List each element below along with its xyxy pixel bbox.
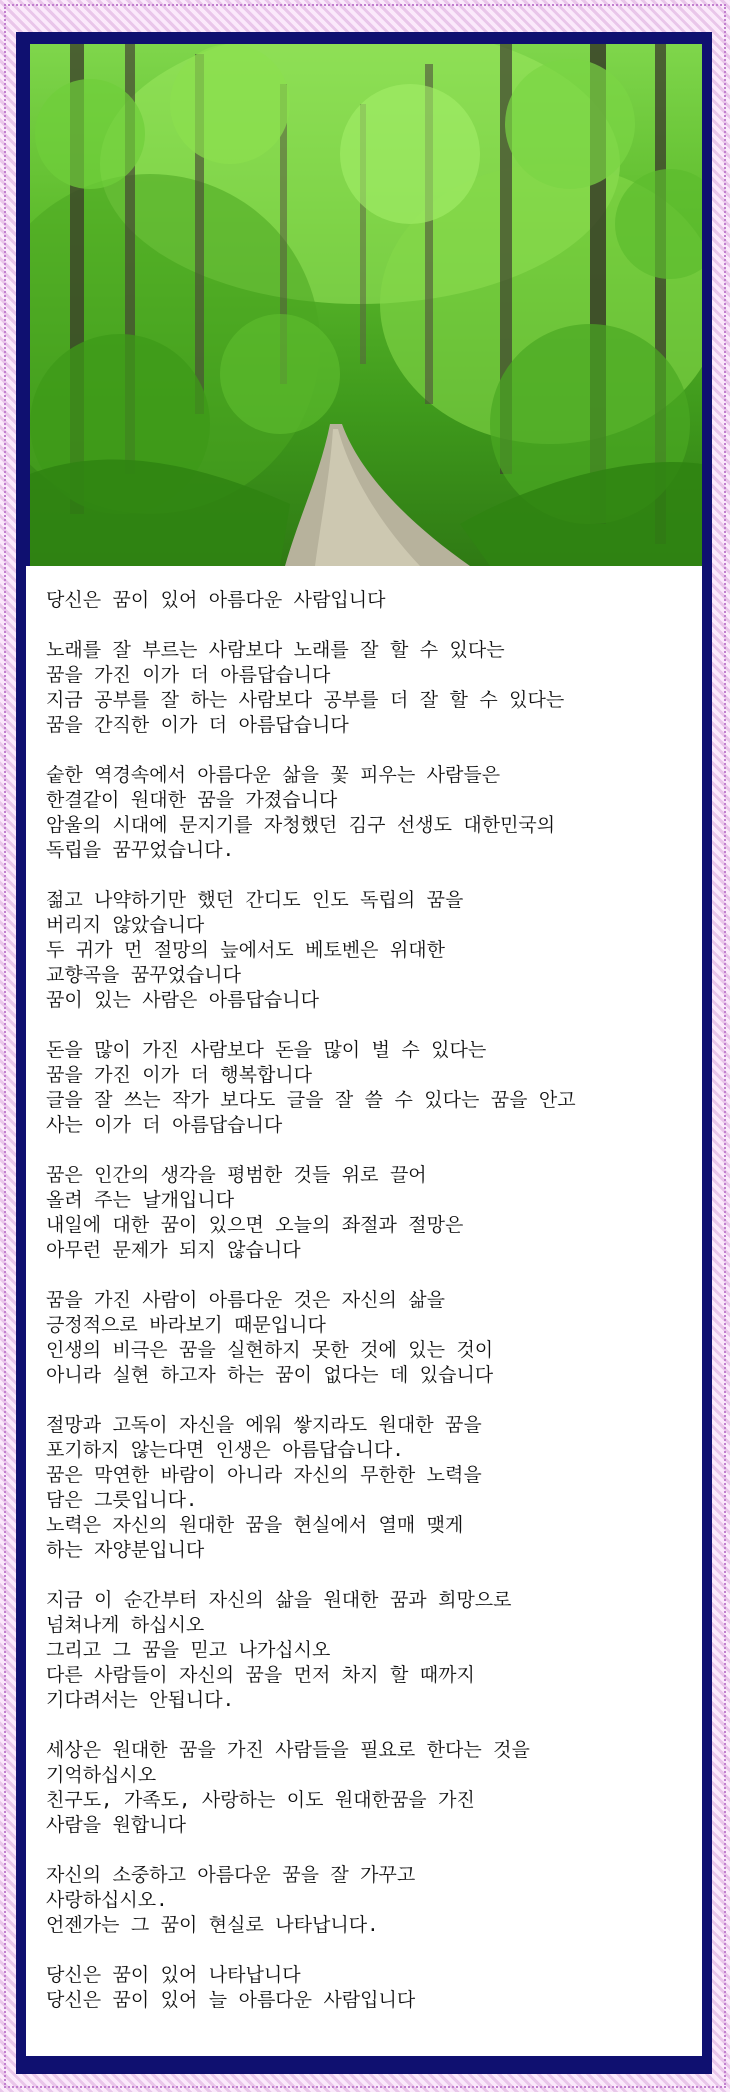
forest-illustration [30, 44, 702, 566]
poem-line: 내일에 대한 꿈이 있으면 오늘의 좌절과 절망은 [46, 1214, 464, 1236]
poem-line: 친구도, 가족도, 사랑하는 이도 원대한꿈을 가진 [46, 1789, 475, 1811]
poem-line: 올려 주는 날개입니다 [46, 1189, 235, 1211]
poem-paragraph [46, 1163, 686, 1263]
poem-line: 아니라 실현 하고자 하는 꿈이 없다는 데 있습니다 [46, 1364, 494, 1386]
poem-line: 지금 이 순간부터 자신의 삶을 원대한 꿈과 희망으로 [46, 1589, 512, 1611]
poem-line: 당신은 꿈이 있어 나타납니다 [46, 1964, 301, 1986]
poem-paragraph [46, 763, 686, 863]
poem-line: 자신의 소중하고 아름다운 꿈을 잘 가꾸고 [46, 1864, 416, 1886]
poem-line: 인생의 비극은 꿈을 실현하지 못한 것에 있는 것이 [46, 1339, 494, 1361]
poem-line: 넘쳐나게 하십시오 [46, 1614, 205, 1636]
poem-line: 노래를 잘 부르는 사람보다 노래를 잘 할 수 있다는 [46, 639, 505, 661]
poem-paragraph [46, 1863, 686, 1938]
poem-paragraph [46, 888, 686, 1013]
poem-paragraph [46, 1413, 686, 1563]
poem-line: 사람을 원합니다 [46, 1814, 186, 1836]
poem-line: 아무런 문제가 되지 않습니다 [46, 1239, 301, 1261]
poem-line: 지금 공부를 잘 하는 사람보다 공부를 더 잘 할 수 있다는 [46, 689, 565, 711]
poem-line: 당신은 꿈이 있어 아름다운 사람입니다 [46, 589, 386, 611]
poem-line: 꿈을 간직한 이가 더 아름답습니다 [46, 714, 349, 736]
poem-line: 기다려서는 안됩니다. [46, 1689, 235, 1711]
poem-line: 꿈을 가진 사람이 아름다운 것은 자신의 삶을 [46, 1289, 446, 1311]
poem-line: 돈을 많이 가진 사람보다 돈을 많이 벌 수 있다는 [46, 1039, 487, 1061]
poem-line: 젊고 나약하기만 했던 간디도 인도 독립의 꿈을 [46, 889, 464, 911]
poem-line: 언젠가는 그 꿈이 현실로 나타납니다. [46, 1914, 379, 1936]
poem-line: 독립을 꿈꾸었습니다. [46, 839, 235, 861]
poem-line: 세상은 원대한 꿈을 가진 사람들을 필요로 한다는 것을 [46, 1739, 530, 1761]
poem-line: 글을 잘 쓰는 작가 보다도 글을 잘 쓸 수 있다는 꿈을 안고 [46, 1089, 576, 1111]
poem-line: 긍정적으로 바라보기 때문입니다 [46, 1314, 326, 1336]
poem-line: 하는 자양분입니다 [46, 1539, 205, 1561]
poem-line: 두 귀가 먼 절망의 늪에서도 베토벤은 위대한 [46, 939, 446, 961]
poem-line: 한결같이 원대한 꿈을 가졌습니다 [46, 789, 338, 811]
poem-paragraph [46, 1588, 686, 1713]
poem-line: 버리지 않았습니다 [46, 914, 205, 936]
poem-paragraph [46, 638, 686, 738]
poem-line: 교향곡을 꿈꾸었습니다 [46, 964, 241, 986]
poem-text [46, 588, 686, 2038]
poem-line: 꿈은 인간의 생각을 평범한 것들 위로 끌어 [46, 1164, 427, 1186]
poem-line: 꿈을 가진 이가 더 아름답습니다 [46, 664, 331, 686]
poem-paragraph [46, 588, 686, 613]
poem-line: 담은 그릇입니다. [46, 1489, 198, 1511]
poem-line: 절망과 고독이 자신을 에워 쌓지라도 원대한 꿈을 [46, 1414, 482, 1436]
forest-path-photo [30, 44, 702, 566]
poem-paragraph [46, 1963, 686, 2013]
poem-line: 암울의 시대에 문지기를 자청했던 김구 선생도 대한민국의 [46, 814, 556, 836]
poem-line: 다른 사람들이 자신의 꿈을 먼저 차지 할 때까지 [46, 1664, 475, 1686]
poem-line: 사랑하십시오. [46, 1889, 168, 1911]
poem-line: 꿈이 있는 사람은 아름답습니다 [46, 989, 319, 1011]
poem-line: 사는 이가 더 아름답습니다 [46, 1114, 283, 1136]
poem-paragraph [46, 1038, 686, 1138]
poem-line: 그리고 그 꿈을 믿고 나가십시오 [46, 1639, 331, 1661]
poem-line: 숱한 역경속에서 아름다운 삶을 꽃 피우는 사람들은 [46, 764, 501, 786]
poem-line: 꿈을 가진 이가 더 행복합니다 [46, 1064, 313, 1086]
poem-paragraph [46, 1738, 686, 1838]
poem-line: 꿈은 막연한 바람이 아니라 자신의 무한한 노력을 [46, 1464, 482, 1486]
poem-line: 당신은 꿈이 있어 늘 아름다운 사람입니다 [46, 1989, 416, 2011]
poem-line: 포기하지 않는다면 인생은 아름답습니다. [46, 1439, 404, 1461]
poem-panel [26, 566, 702, 2056]
poem-line: 기억하십시오 [46, 1764, 157, 1786]
poem-paragraph [46, 1288, 686, 1388]
poem-line: 노력은 자신의 원대한 꿈을 현실에서 열매 맺게 [46, 1514, 464, 1536]
